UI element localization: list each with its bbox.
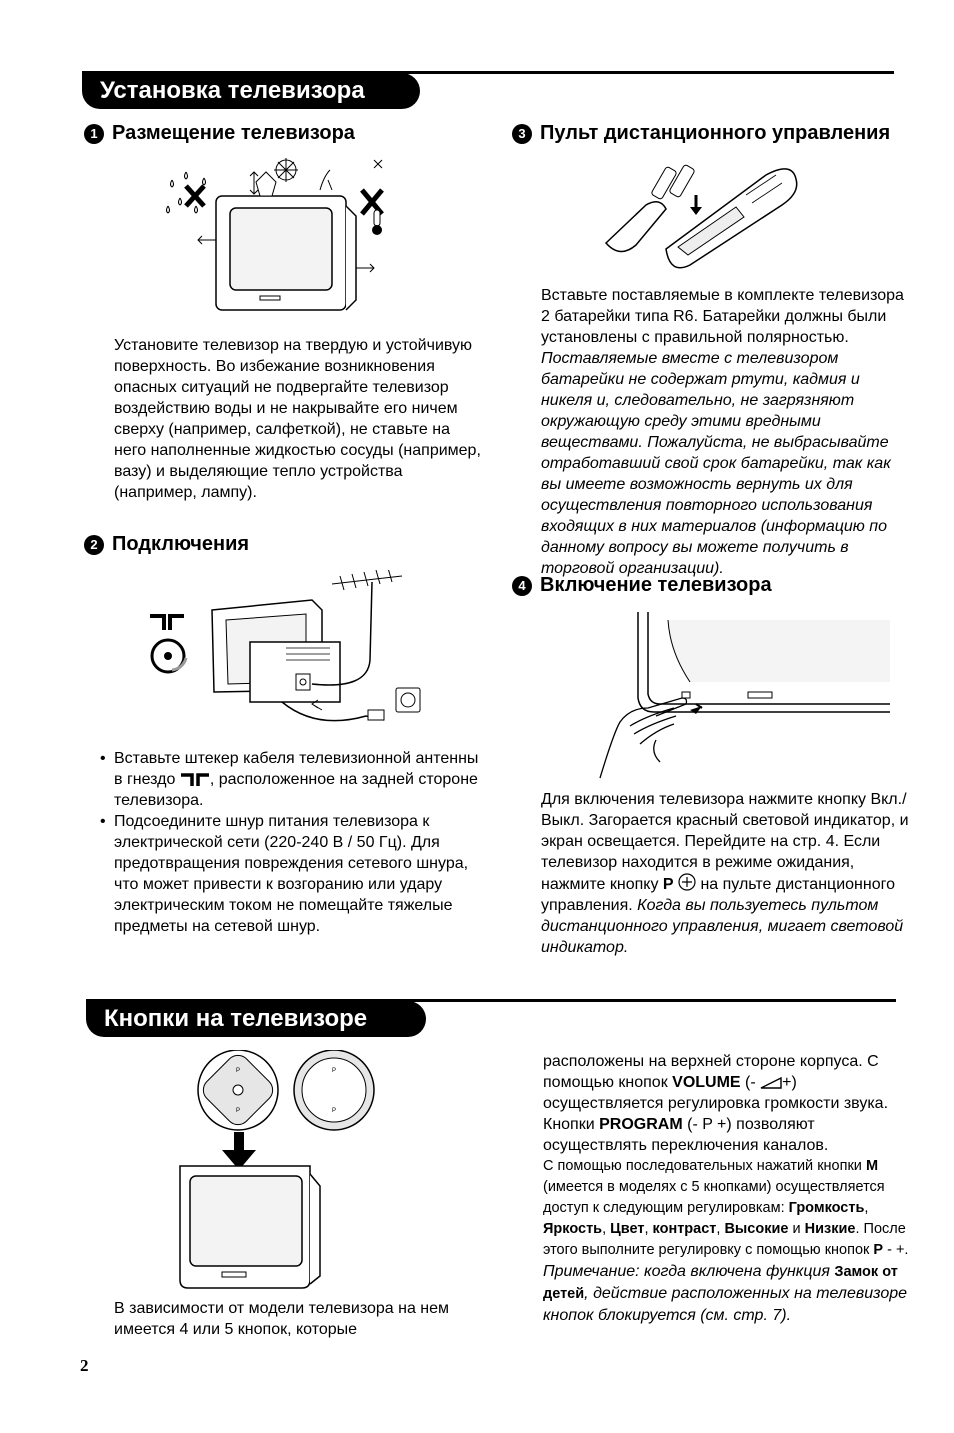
- svg-text:P: P: [332, 1108, 337, 1114]
- connections-bullet-2: • Подсоедините шнур питания телевизора к электрической сети (220-240 В / 50 Гц). Для предотвращения повреждения сетевого шнура, что может привести к возгоранию или удару электрическим током не помещайте тяжелые предметы на сетевой шнур.: [100, 813, 469, 935]
- section-title-tv-buttons: Кнопки на телевизоре: [86, 1001, 426, 1037]
- heading-remote-label: Пульт дистанционного управления: [540, 122, 891, 144]
- remote-text-italic: Поставляемые вместе с телевизором батарейки не содержат ртути, кадмия и никеля и, следовательно, не загрязняют окружающую среду этими вредными веществами. Пожалуйста, не выбрасывайте отработавший свой срок батарейки, так как вы имеете возможность вернуть их для осуществления повторного использования входящих в них материалов (информацию по данному вопросу вы можете получить в торговой организации).: [541, 350, 891, 577]
- heading-placement-label: Размещение телевизора: [112, 122, 355, 144]
- svg-text:P: P: [236, 1108, 241, 1114]
- connections-bullet-1: • Вставьте штекер кабеля телевизионной антенны в гнездо , расположенное на задней стороне телевизора.: [100, 750, 479, 809]
- heading-power-label: Включение телевизора: [540, 574, 772, 596]
- remote-text-regular: Вставьте поставляемые в комплекте телевизора 2 батарейки типа R6. Батарейки должны были установлены с правильной полярностью.: [541, 287, 904, 346]
- tv-buttons-illustration: [176, 1050, 386, 1290]
- power-button-illustration: [590, 612, 890, 782]
- tv-buttons-left-text: В зависимости от модели телевизора на нем имеется 4 или 5 кнопок, которые: [114, 1300, 450, 1338]
- connections-list: [100, 748, 480, 937]
- placement-text: Установите телевизор на твердую и устойчивую поверхность. Во избежание возникновения опасных ситуаций не подвергайте телевизор воздействию воды и не накрывайте его ничем сверху (например, салфеткой), не ставьте на него наполненные жидкостью сосуды (например, вазу) и выделяющие тепло устройства (например, лампу).: [114, 337, 481, 501]
- page-number: 2: [80, 1356, 89, 1375]
- heading-connections-label: Подключения: [112, 533, 250, 555]
- volume-triangle-icon: [760, 1077, 782, 1089]
- heading-connections: [84, 533, 249, 556]
- power-text: Для включения телевизора нажмите кнопку Вкл./Выкл. Загорается красный световой индикатор, и экран освещается. Перейдите на стр. 4. Если телевизор находится в режиме ожидания, нажмите кнопку P на пульте дистанционного управления. Когда вы пользуетесь пультом дистанционного управления, мигает световой индикатор.: [541, 791, 909, 956]
- section-title-installation: Установка телевизора: [82, 73, 420, 109]
- remote-battery-illustration: [596, 155, 806, 275]
- tv-buttons-right-text: расположены на верхней стороне корпуса. С помощью кнопок VOLUME (- +) осуществляется регулировка громкости звука. Кнопки PROGRAM (- P +) позволяют осуществлять переключения каналов. С помощью последовательных нажатий кнопки M (имеется в моделях с 5 кнопками) осуществляется доступ к следующим регулировкам: Громкость, Яркость, Цвет, контраст, Высокие и Низкие. После этого выполните регулировку с помощью кнопок P - +. Примечание: когда включена функция Замок от детей, действие расположенных на телевизоре кнопок блокируется (см. стр. 7).: [543, 1051, 919, 1326]
- heading-remote: [512, 122, 890, 145]
- antenna-connection-illustration: [146, 570, 426, 740]
- heading-power: [512, 574, 772, 597]
- tv-buttons-settings-text: С помощью последовательных нажатий кнопки M (имеется в моделях с 5 кнопками) осуществляется доступ к следующим регулировкам: Громкость, Яркость, Цвет, контраст, Высокие и Низкие. После этого выполните регулировку с помощью кнопок P - +.: [543, 1158, 909, 1258]
- svg-text:P: P: [236, 1068, 241, 1074]
- tv-buttons-note: Примечание: когда включена функция Замок от детей, действие расположенных на телевизоре кнопок блокируется (см. стр. 7).: [543, 1263, 908, 1324]
- step-number-1: 1: [84, 124, 104, 144]
- plus-circle-icon: [678, 873, 696, 891]
- tv-placement-illustration: [160, 150, 400, 320]
- heading-placement: [84, 122, 355, 145]
- step-number-4: 4: [512, 576, 532, 596]
- svg-text:P: P: [332, 1068, 337, 1074]
- remote-text: [541, 285, 913, 579]
- step-number-2: 2: [84, 535, 104, 555]
- antenna-socket-icon: [180, 772, 210, 786]
- step-number-3: 3: [512, 124, 532, 144]
